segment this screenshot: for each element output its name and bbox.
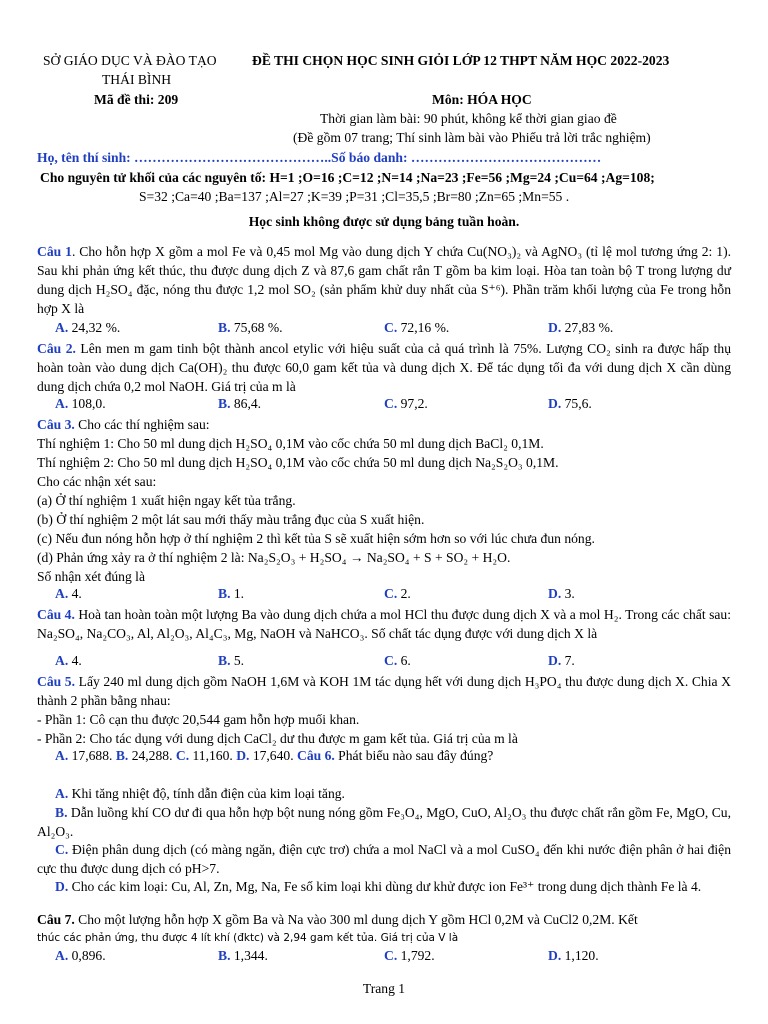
- question-6-text: Phát biểu nào sau đây đúng?: [334, 748, 494, 763]
- exam-code: Mã đề thi: 209: [94, 92, 179, 107]
- q3-line: (a) Ở thí nghiệm 1 xuất hiện ngay kết tủa trắng.: [37, 493, 296, 508]
- no-periodic-table-note: Học sinh không được sử dụng bảng tuần hoàn.: [248, 214, 520, 229]
- question-7-text: Cho một lượng hỗn hợp X gồm Ba và Na vào 300 ml dung dịch Y gồm HCl 0,2M và CuCl2 0,2M. Kết: [74, 912, 638, 927]
- q3-line: (b) Ở thí nghiệm 2 một lát sau mới thấy màu trắng đục của S xuất hiện.: [37, 512, 425, 527]
- q3-line: (c) Nếu đun nóng hỗn hợp ở thí nghiệm 2 thì kết tủa S sẽ xuất hiện sớm hơn so với lúc chưa đun nóng.: [37, 531, 595, 546]
- q4-option-d: D. 7.: [548, 653, 575, 668]
- question-4: [37, 605, 731, 643]
- question-4-label: Câu 4.: [37, 607, 75, 622]
- question-3-text: Cho các thí nghiệm sau:: [74, 417, 210, 432]
- q4-option-c: C. 6.: [384, 653, 411, 668]
- q3-line: Cho các nhận xét sau:: [37, 474, 157, 489]
- q7-option-d: D. 1,120.: [548, 948, 599, 963]
- exam-title: ĐỀ THI CHỌN HỌC SINH GIỎI LỚP 12 THPT NĂM HỌC 2022-2023: [252, 53, 670, 68]
- q6-option-d: D. Cho các kim loại: Cu, Al, Zn, Mg, Na, Fe số kim loại khi dùng dư khử được ion Fe³⁺ trong dung dịch thành Fe là 4.: [55, 879, 702, 894]
- q6-option-c: C. Điện phân dung dịch (có màng ngăn, điện cực trơ) chứa a mol NaCl và a mol CuSO₄ đến khi nước điện phân ở hai điện cực thu được dung dịch có pH>7.: [37, 842, 731, 876]
- q3-option-b: B. 1.: [218, 586, 245, 601]
- exam-time: Thời gian làm bài: 90 phút, không kể thời gian giao đề: [320, 111, 617, 126]
- q2-option-d: D. 75,6.: [548, 396, 592, 411]
- q4-option-b: B. 5.: [218, 653, 245, 668]
- question-1-text: . Cho hỗn hợp X gồm a mol Fe và 0,45 mol Mg vào dung dịch Y chứa Cu(NO₃)₂ và AgNO₃ (tỉ lệ mol tương ứng 2: 1). Sau khi phản ứng kết thúc, thu được dung dịch Z và 87,6 gam chất rắn T gồm ba kim loại. Hòa tan toàn bộ T trong lượng dư dung dịch H₂SO₄ đặc, nóng thu được 1,2 mol SO₂ (sản phẩm khử duy nhất của S⁺⁶). Phần trăm khối lượng của Fe trong hỗn hợp X là: [37, 244, 731, 316]
- exam-pages: (Đề gồm 07 trang; Thí sinh làm bài vào Phiếu trả lời trắc nghiệm): [293, 130, 651, 145]
- q7-option-c: C. 1,792.: [384, 948, 435, 963]
- q3-option-c: C. 2.: [384, 586, 411, 601]
- q1-option-a: A. 24,32 %.: [55, 320, 121, 335]
- department-name: SỞ GIÁO DỤC VÀ ĐÀO TẠO: [43, 53, 217, 68]
- question-6-label: Câu 6.: [297, 748, 335, 763]
- province-name: THÁI BÌNH: [102, 72, 172, 87]
- exam-subject: Môn: HÓA HỌC: [432, 92, 532, 107]
- q4-option-a: A. 4.: [55, 653, 82, 668]
- question-2-text: Lên men m gam tinh bột thành ancol etylic với hiệu suất của cả quá trình là 75%. Lượng CO₂ sinh ra được hấp thụ hoàn toàn vào dung dịch Ca(OH)₂ thu được 60,0 gam kết tủa và dung dịch X. Để tác dụng tối đa với dung dịch X cần dùng dung dịch chứa 0,2 mol NaOH. Giá trị của m là: [37, 341, 731, 394]
- q3-line: Thí nghiệm 1: Cho 50 ml dung dịch H₂SO₄ 0,1M vào cốc chứa 50 ml dung dịch BaCl₂ 0,1M.: [37, 436, 544, 451]
- q6-option-a: A. Khi tăng nhiệt độ, tính dẫn điện của kim loại tăng.: [55, 786, 345, 801]
- q3-line: Số nhận xét đúng là: [37, 569, 145, 584]
- question-7-text-2: thúc các phản ứng, thu được 4 lít khí (đktc) và 2,94 gam kết tủa. Giá trị của V là: [37, 932, 459, 944]
- q1-option-d: D. 27,83 %.: [548, 320, 614, 335]
- question-4-text: Hoà tan hoàn toàn một lượng Ba vào dung dịch chứa a mol HCl thu được dung dịch X và a mol H₂. Trong các chất sau: Na₂SO₄, Na₂CO₃, Al, Al₂O₃, Al₄C₃, Mg, NaOH và NaHCO₃. Số chất tác dụng được với dung dịch X là: [37, 607, 731, 641]
- q7-option-a: A. 0,896.: [55, 948, 106, 963]
- q7-option-b: B. 1,344.: [218, 948, 268, 963]
- q3-line: (d) Phản ứng xảy ra ở thí nghiệm 2 là: Na₂S₂O₃ + H₂SO₄ → Na₂SO₄ + S + SO₂ + H₂O.: [37, 550, 511, 565]
- question-3: [37, 415, 210, 434]
- q3-option-a: A. 4.: [55, 586, 82, 601]
- q3-option-d: D. 3.: [548, 586, 575, 601]
- q5-line: - Phần 2: Cho tác dụng với dung dịch CaCl₂ dư thu được m gam kết tủa. Giá trị của m là: [37, 731, 518, 746]
- question-7: [37, 910, 638, 929]
- page-number: Trang 1: [362, 981, 406, 996]
- atomic-mass-line-1: Cho nguyên tử khối của các nguyên tố: H=1 ;O=16 ;C=12 ;N=14 ;Na=23 ;Fe=56 ;Mg=24 ;Cu=64 ;Ag=108;: [40, 170, 655, 185]
- q5-line: - Phần 1: Cô cạn thu được 20,544 gam hỗn hợp muối khan.: [37, 712, 360, 727]
- q5-options-and-q6-stem: A. 17,688. B. 24,288. C. 11,160. D. 17,640. Câu 6. Phát biểu nào sau đây đúng?: [55, 748, 494, 763]
- q2-option-b: B. 86,4.: [218, 396, 262, 411]
- question-5-label: Câu 5.: [37, 674, 76, 689]
- question-5: [37, 672, 731, 710]
- atomic-mass-line-2: S=32 ;Ca=40 ;Ba=137 ;Al=27 ;K=39 ;P=31 ;Cl=35,5 ;Br=80 ;Zn=65 ;Mn=55 .: [139, 189, 570, 204]
- question-5-text: Lấy 240 ml dung dịch gồm NaOH 1,6M và KOH 1M tác dụng hết với dung dịch H₃PO₄ thu được dung dịch X. Chia X thành 2 phần bằng nhau:: [37, 674, 731, 708]
- q1-option-c: C. 72,16 %.: [384, 320, 450, 335]
- question-7-label: Câu 7.: [37, 912, 75, 927]
- q3-line: Thí nghiệm 2: Cho 50 ml dung dịch H₂SO₄ 0,1M vào cốc chứa 50 ml dung dịch Na₂S₂O₃ 0,1M.: [37, 455, 559, 470]
- question-1-label: Câu 1: [37, 244, 72, 259]
- question-2: [37, 339, 731, 396]
- q2-option-c: C. 97,2.: [384, 396, 428, 411]
- question-1: [37, 242, 731, 318]
- student-info-line: Họ, tên thí sinh: ……………………………………..Số báo danh: ……………………………………: [37, 150, 602, 165]
- q2-option-a: A. 108,0.: [55, 396, 106, 411]
- q6-option-b: B. Dẫn luồng khí CO dư đi qua hỗn hợp bột nung nóng gồm Fe₃O₄, MgO, CuO, Al₂O₃ thu được chất rắn gồm Fe, MgO, Cu, Al₂O₃.: [37, 805, 731, 839]
- q1-option-b: B. 75,68 %.: [218, 320, 283, 335]
- question-3-label: Câu 3.: [37, 417, 75, 432]
- question-2-label: Câu 2.: [37, 341, 76, 356]
